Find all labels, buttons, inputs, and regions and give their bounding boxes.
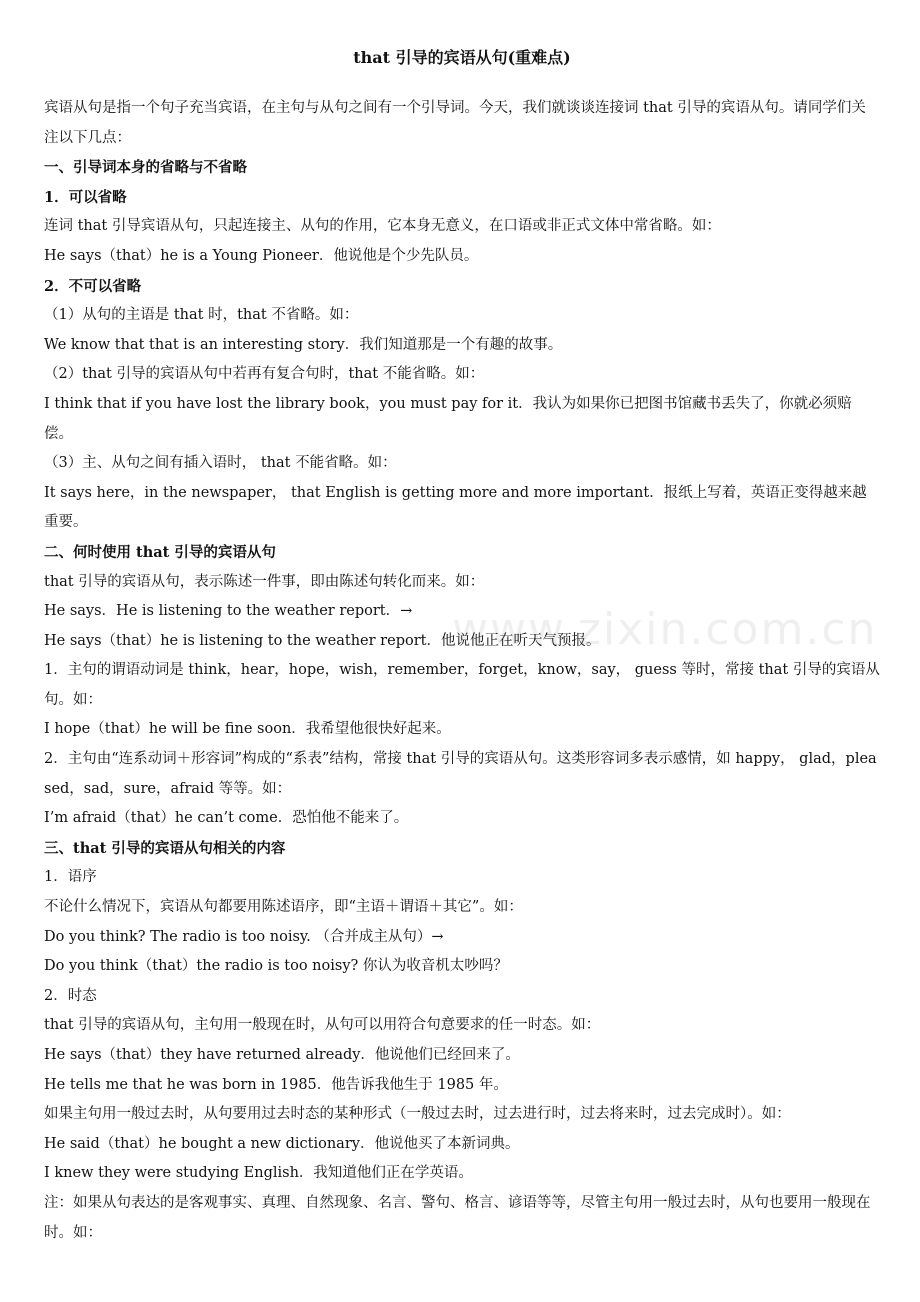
paragraph: （2）that 引导的宾语从句中若再有复合句时，that 不能省略。如： xyxy=(44,366,485,383)
section-heading: 1．可以省略 xyxy=(44,188,127,206)
paragraph: 2．主句由“连系动词＋形容词”构成的“系表”结构，常接 that 引导的宾语从句。这类形容词多表示感情，如 happy， glad，pleased，sad，sure，afraid 等等。如： xyxy=(44,751,877,797)
paragraph: 2．时态 xyxy=(44,987,97,1004)
paragraph: 1．语序 xyxy=(44,869,97,886)
document-body xyxy=(44,94,880,1248)
document-page xyxy=(44,44,880,1248)
paragraph: （1）从句的主语是 that 时，that 不省略。如： xyxy=(44,307,359,324)
paragraph: We know that that is an interesting story．我们知道那是一个有趣的故事。 xyxy=(44,336,563,353)
paragraph: I think that if you have lost the library book，you must pay for it．我认为如果你已把图书馆藏书丢失了，你就必须赔偿。 xyxy=(44,395,852,442)
section-heading: 一、引导词本身的省略与不省略 xyxy=(44,159,247,177)
paragraph: Do you think（that）the radio is too noisy? 你认为收音机太吵吗？ xyxy=(44,958,508,975)
section-heading: 2．不可以省略 xyxy=(44,277,142,295)
paragraph: （3）主、从句之间有插入语时， that 不能省略。如： xyxy=(44,455,397,472)
paragraph: 不论什么情况下，宾语从句都要用陈述语序，即“主语＋谓语＋其它”。如： xyxy=(44,899,523,916)
paragraph: 注：如果从句表达的是客观事实、真理、自然现象、名言、警句、格言、谚语等等，尽管主句用一般过去时，从句也要用一般现在时。如： xyxy=(44,1194,871,1241)
section-heading: 三、that 引导的宾语从句相关的内容 xyxy=(44,839,286,857)
paragraph: 连词 that 引导宾语从句，只起连接主、从句的作用，它本身无意义，在口语或非正式文体中常省略。如： xyxy=(44,218,721,235)
paragraph: that 引导的宾语从句，主句用一般现在时，从句可以用符合句意要求的任一时态。如： xyxy=(44,1017,601,1034)
paragraph: Do you think? The radio is too noisy. （合并成主从句）→ xyxy=(44,928,444,945)
paragraph: He said（that）he bought a new dictionary．他说他买了本新词典。 xyxy=(44,1135,520,1152)
section-heading: 二、何时使用 that 引导的宾语从句 xyxy=(44,543,276,561)
paragraph: I’m afraid（that）he can’t come．恐怕他不能来了。 xyxy=(44,810,409,827)
paragraph: 1．主句的谓语动词是 think，hear，hope，wish，remember，forget，know，say， guess 等时，常接 that 引导的宾语从句。如： xyxy=(44,662,880,708)
document-title: that 引导的宾语从句(重难点) xyxy=(353,48,571,67)
paragraph: He tells me that he was born in 1985．他告诉我他生于 1985 年。 xyxy=(44,1076,508,1093)
paragraph: I hope（that）he will be fine soon．我希望他很快好起来。 xyxy=(44,721,451,738)
paragraph: 如果主句用一般过去时，从句要用过去时态的某种形式（一般过去时，过去进行时，过去将来时，过去完成时）。如： xyxy=(44,1106,791,1123)
paragraph: He says（that）they have returned already．他说他们已经回来了。 xyxy=(44,1047,520,1063)
paragraph: He says．He is listening to the weather report．→ xyxy=(44,603,413,620)
paragraph: He says（that）he is listening to the weather report．他说他正在听天气预报。 xyxy=(44,632,601,649)
watermark-logo: www.zixin.com.cn xyxy=(452,604,878,655)
paragraph: I knew they were studying English．我知道他们正在学英语。 xyxy=(44,1165,473,1182)
paragraph: He says（that）he is a Young Pioneer．他说他是个少先队员。 xyxy=(44,247,479,264)
paragraph: that 引导的宾语从句，表示陈述一件事，即由陈述句转化而来。如： xyxy=(44,573,485,590)
paragraph: 宾语从句是指一个句子充当宾语，在主句与从句之间有一个引导词。今天，我们就谈谈连接词 that 引导的宾语从句。请同学们关注以下几点： xyxy=(44,100,866,146)
paragraph: It says here，in the newspaper， that English is getting more and more important．报纸上写着，英语正变得越来越重要。 xyxy=(44,484,867,531)
